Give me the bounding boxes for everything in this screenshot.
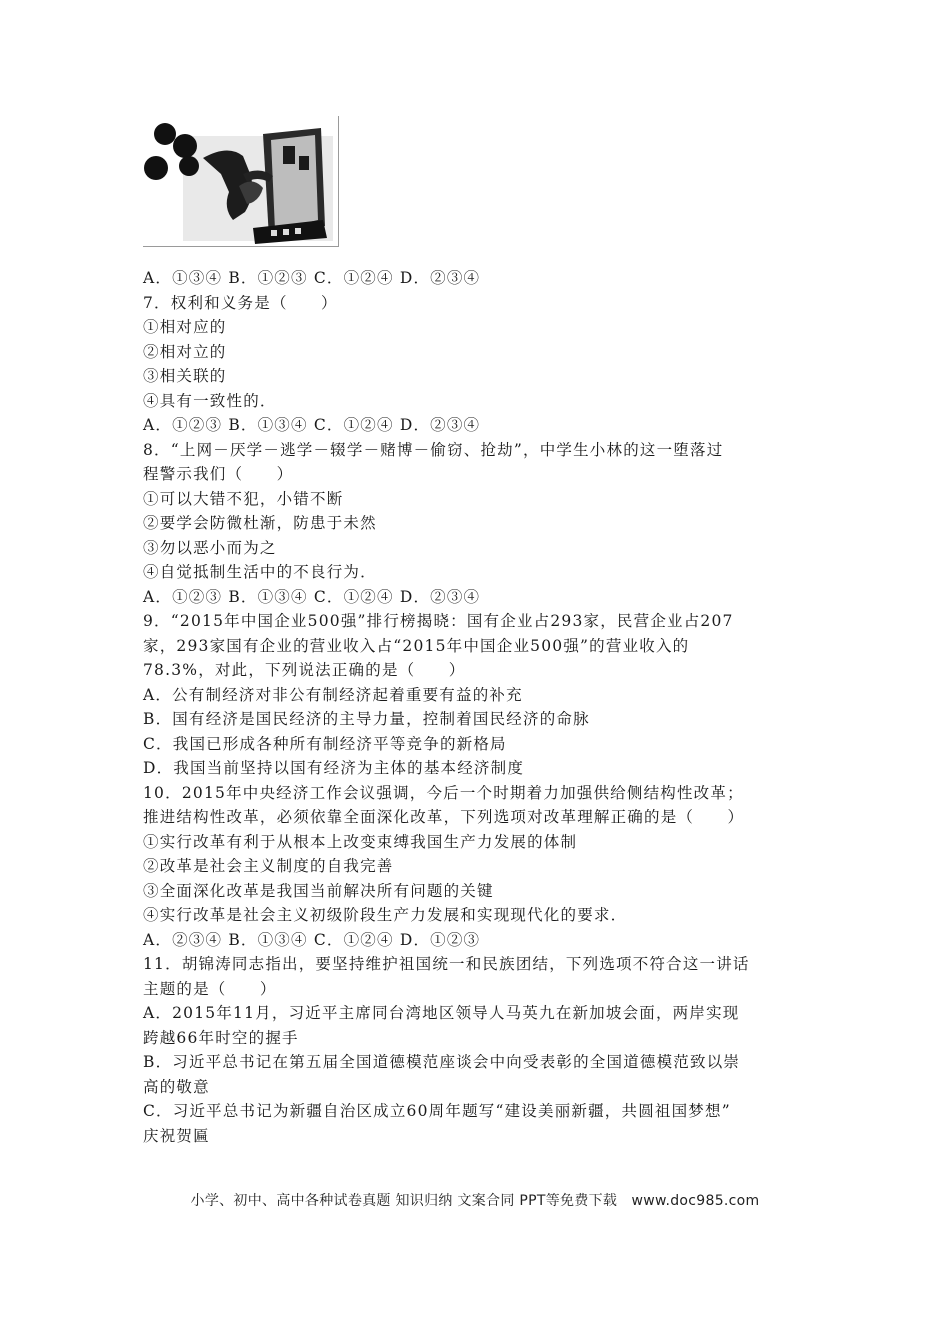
- q10-statement-3: ③全面深化改革是我国当前解决所有问题的关键: [143, 881, 494, 900]
- q8-statement-1: ①可以大错不犯，小错不断: [143, 489, 344, 508]
- q10-statement-1: ①实行改革有利于从根本上改变束缚我国生产力发展的体制: [143, 832, 578, 851]
- q8-stem-line-1: 8．“上网－厌学－逃学－辍学－赌博－偷窃、抢劫”，中学生小林的这一堕落过: [143, 440, 724, 459]
- q7-stem-line: 7．权利和义务是（ ）: [143, 293, 338, 312]
- q7-statement-3: ③相关联的: [143, 367, 227, 385]
- page-footer: 小学、初中、高中各种试卷真题 知识归纳 文案合同 PPT等免费下载 www.doc985.com: [190, 1193, 760, 1209]
- q10-statement-2: ②改革是社会主义制度的自我完善: [143, 857, 394, 875]
- q10-stem-line-1: 10．2015年中央经济工作会议强调，今后一个时期着力加强供给侧结构性改革；: [143, 783, 744, 802]
- q6-options-line: A．①③④ B．①②③ C．①②④ D．②③④: [143, 269, 481, 287]
- q11-stem-line-2: 主题的是（ ）: [143, 979, 277, 998]
- q11-option-b-line-1: B．习近平总书记在第五届全国道德模范座谈会中向受表彰的全国道德模范致以崇: [143, 1053, 741, 1071]
- q7-statement-1: ①相对应的: [143, 318, 227, 336]
- q11-option-a-line-1: A．2015年11月，习近平主席同台湾地区领导人马英九在新加坡会面，两岸实现: [143, 1004, 740, 1022]
- q9-stem-line-1: 9．“2015年中国企业500强”排行榜揭晓：国有企业占293家，民营企业占207: [143, 612, 734, 630]
- q8-options-line: A．①②③ B．①③④ C．①②④ D．②③④: [143, 587, 481, 606]
- q8-stem-line-2: 程警示我们（ ）: [143, 465, 294, 483]
- question-content: [143, 266, 823, 1148]
- q11-option-a-line-2: 跨越66年时空的握手: [143, 1028, 299, 1047]
- q9-option-c: C．我国已形成各种所有制经济平等竞争的新格局: [143, 734, 507, 753]
- q10-stem-line-2: 推进结构性改革，必须依靠全面深化改革，下列选项对改革理解正确的是（ ）: [143, 808, 745, 826]
- q9-stem-line-2: 家，293家国有企业的营业收入占“2015年中国企业500强”的营业收入的: [143, 636, 690, 655]
- q10-statement-4: ④实行改革是社会主义初级阶段生产力发展和实现现代化的要求．: [143, 906, 628, 924]
- q10-options-line: A．②③④ B．①③④ C．①②④ D．①②③: [143, 930, 481, 949]
- q9-option-b: B．国有经济是国民经济的主导力量，控制着国民经济的命脉: [143, 710, 590, 728]
- q8-statement-4: ④自觉抵制生活中的不良行为．: [143, 563, 377, 581]
- q7-statement-2: ②相对立的: [143, 342, 227, 361]
- q9-stem-line-3: 78.3%，对此，下列说法正确的是（ ）: [143, 661, 466, 679]
- cartoon-illustration: [143, 116, 339, 247]
- q8-statement-2: ②要学会防微杜渐，防患于未然: [143, 514, 377, 532]
- q11-option-c-line-1: C．习近平总书记为新疆自治区成立60周年题写“建设美丽新疆，共圆祖国梦想”: [143, 1102, 731, 1120]
- q11-option-b-line-2: 高的敬意: [143, 1077, 210, 1096]
- q11-option-c-line-2: 庆祝贺匾: [143, 1126, 210, 1145]
- cartoon-drawing: [143, 116, 338, 246]
- q8-statement-3: ③勿以恶小而为之: [143, 538, 277, 557]
- q9-option-a: A．公有制经济对非公有制经济起着重要有益的补充: [143, 685, 523, 704]
- q9-option-d: D．我国当前坚持以国有经济为主体的基本经济制度: [143, 759, 525, 777]
- q7-statement-4: ④具有一致性的．: [143, 391, 277, 410]
- q11-stem-line-1: 11．胡锦涛同志指出，要坚持维护祖国统一和民族团结，下列选项不符合这一讲话: [143, 955, 750, 973]
- q7-options-line: A．①②③ B．①③④ C．①②④ D．②③④: [143, 416, 481, 434]
